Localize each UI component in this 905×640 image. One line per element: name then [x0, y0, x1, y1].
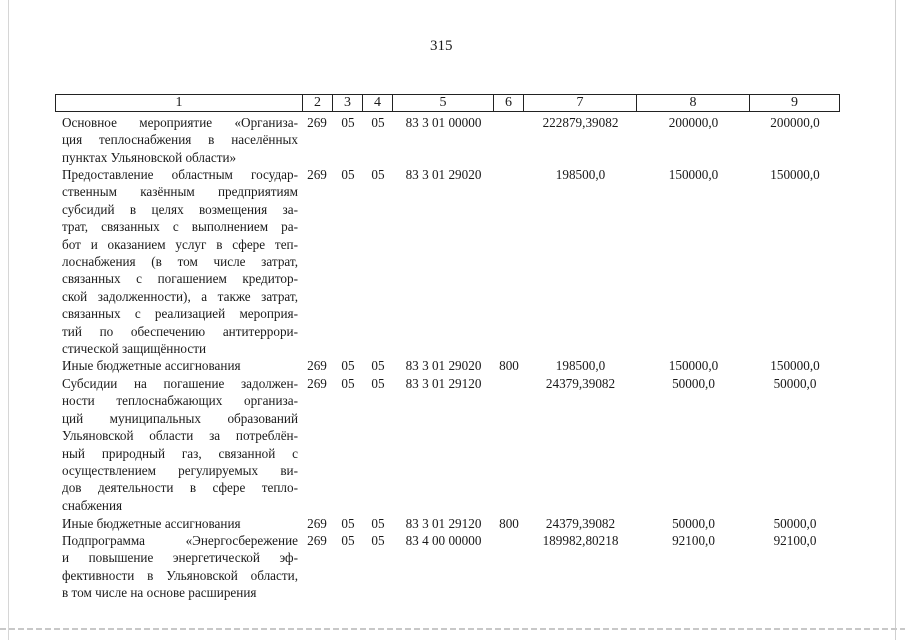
- row-name-line: снабжения: [62, 497, 123, 513]
- row-name-line: связанных с погашением кредитор-: [62, 271, 298, 287]
- row-name-line: лоснабжения (в том числе затрат,: [62, 254, 298, 270]
- cell-column-9: 92100,0: [773, 533, 817, 548]
- row-name-line: ности теплоснабжающих организа-: [62, 393, 298, 409]
- row-name-line: пунктах Ульяновской области»: [62, 149, 237, 165]
- cell-column-2: 269: [307, 376, 327, 391]
- column-header-7: 7: [524, 95, 637, 112]
- cell-target-article: 83 3 01 29120: [405, 516, 482, 531]
- column-header-6: 6: [494, 95, 524, 112]
- row-name-line: Ульяновской области за потреблён-: [62, 428, 298, 444]
- cell-column-9: 50000,0: [773, 376, 817, 391]
- cell-target-article: 83 3 01 29120: [405, 376, 482, 391]
- cell-column-3: 05: [341, 516, 355, 531]
- column-header-9: 9: [750, 95, 840, 112]
- row-name-line: Предоставление областным государ-: [62, 167, 298, 182]
- column-header-8: 8: [637, 95, 750, 112]
- cell-column-2: 269: [307, 167, 327, 182]
- row-name-line: и повышение энергетической эф-: [62, 550, 298, 566]
- row-name-line: стической защищённости: [62, 341, 207, 357]
- row-name-line: ция теплоснабжения в населённых: [62, 132, 298, 148]
- column-header-5: 5: [393, 95, 494, 112]
- row-name-line: осуществлением регулируемых ви-: [62, 463, 298, 479]
- scan-edge-right: [895, 0, 896, 640]
- column-header-4: 4: [363, 95, 393, 112]
- cell-column-8: 50000,0: [672, 516, 715, 531]
- row-name-line: дов деятельности в сфере тепло-: [62, 480, 298, 496]
- cell-column-4: 05: [371, 167, 385, 182]
- row-name: [62, 375, 298, 514]
- cell-column-4: 05: [371, 358, 385, 373]
- cell-column-2: 269: [307, 533, 327, 548]
- scan-edge-left: [8, 0, 9, 640]
- row-name-line: ственным казённым предприятиям: [62, 184, 298, 200]
- cell-column-8: 150000,0: [668, 167, 719, 182]
- cell-target-article: 83 4 00 00000: [405, 533, 482, 548]
- row-name-line: ций муниципальных образований: [62, 410, 298, 426]
- row-name: [62, 114, 298, 166]
- cell-column-7: 24379,39082: [545, 516, 616, 531]
- row-name: [62, 166, 298, 357]
- page-number: 315: [430, 38, 453, 54]
- scan-edge-bottom: [0, 628, 905, 630]
- cell-column-9: 50000,0: [773, 516, 817, 531]
- cell-column-4: 05: [371, 533, 385, 548]
- row-name-line: ный природный газ, связанной с: [62, 445, 298, 461]
- cell-column-9: 150000,0: [770, 358, 820, 373]
- cell-column-9: 200000,0: [770, 115, 820, 130]
- cell-column-7: 189982,80218: [542, 533, 619, 548]
- cell-column-8: 92100,0: [672, 533, 715, 548]
- row-name-line: бот и оказанием услуг в сфере теп-: [62, 236, 298, 252]
- row-name-line: Иные бюджетные ассигнования: [62, 516, 241, 531]
- row-name-line: ской задолженности), а также затрат,: [62, 288, 298, 304]
- cell-column-7: 222879,39082: [542, 115, 619, 130]
- row-name-line: трат, связанных с выполнением ра-: [62, 219, 298, 235]
- cell-column-7: 198500,0: [555, 358, 606, 373]
- cell-column-2: 269: [307, 115, 327, 130]
- cell-column-4: 05: [371, 115, 385, 130]
- row-name: [62, 515, 298, 532]
- cell-target-article: 83 3 01 29020: [405, 358, 482, 373]
- column-header-3: 3: [333, 95, 363, 112]
- row-name-line: субсидий в целях возмещения за-: [62, 201, 298, 217]
- row-name-line: Подпрограмма «Энергосбережение: [62, 533, 298, 548]
- cell-expense-type: 800: [499, 358, 519, 373]
- cell-column-8: 200000,0: [668, 115, 719, 130]
- cell-column-4: 05: [371, 376, 385, 391]
- cell-column-3: 05: [341, 115, 355, 130]
- cell-column-8: 50000,0: [672, 376, 715, 391]
- cell-column-3: 05: [341, 358, 355, 373]
- column-header-2: 2: [303, 95, 333, 112]
- cell-column-7: 198500,0: [555, 167, 606, 182]
- row-name-line: Основное мероприятие «Организа-: [62, 115, 298, 130]
- row-name-line: связанных с реализацией мероприя-: [62, 306, 298, 322]
- cell-column-8: 150000,0: [668, 358, 719, 373]
- column-number-header: [55, 94, 840, 112]
- cell-column-7: 24379,39082: [545, 376, 616, 391]
- row-name-line: Субсидии на погашение задолжен-: [62, 376, 298, 391]
- column-header-1: 1: [56, 95, 303, 112]
- cell-column-4: 05: [371, 516, 385, 531]
- row-name-line: фективности в Ульяновской области,: [62, 567, 298, 583]
- row-name-line: Иные бюджетные ассигнования: [62, 358, 241, 373]
- row-name-line: в том числе на основе расширения: [62, 585, 257, 601]
- cell-column-2: 269: [307, 516, 327, 531]
- cell-target-article: 83 3 01 29020: [405, 167, 482, 182]
- row-name: [62, 532, 298, 602]
- row-name-line: тий по обеспечению антитеррори-: [62, 323, 298, 339]
- cell-column-2: 269: [307, 358, 327, 373]
- cell-column-3: 05: [341, 533, 355, 548]
- cell-column-3: 05: [341, 167, 355, 182]
- cell-expense-type: 800: [499, 516, 519, 531]
- row-name: [62, 357, 298, 374]
- cell-column-3: 05: [341, 376, 355, 391]
- cell-column-9: 150000,0: [770, 167, 820, 182]
- cell-target-article: 83 3 01 00000: [405, 115, 482, 130]
